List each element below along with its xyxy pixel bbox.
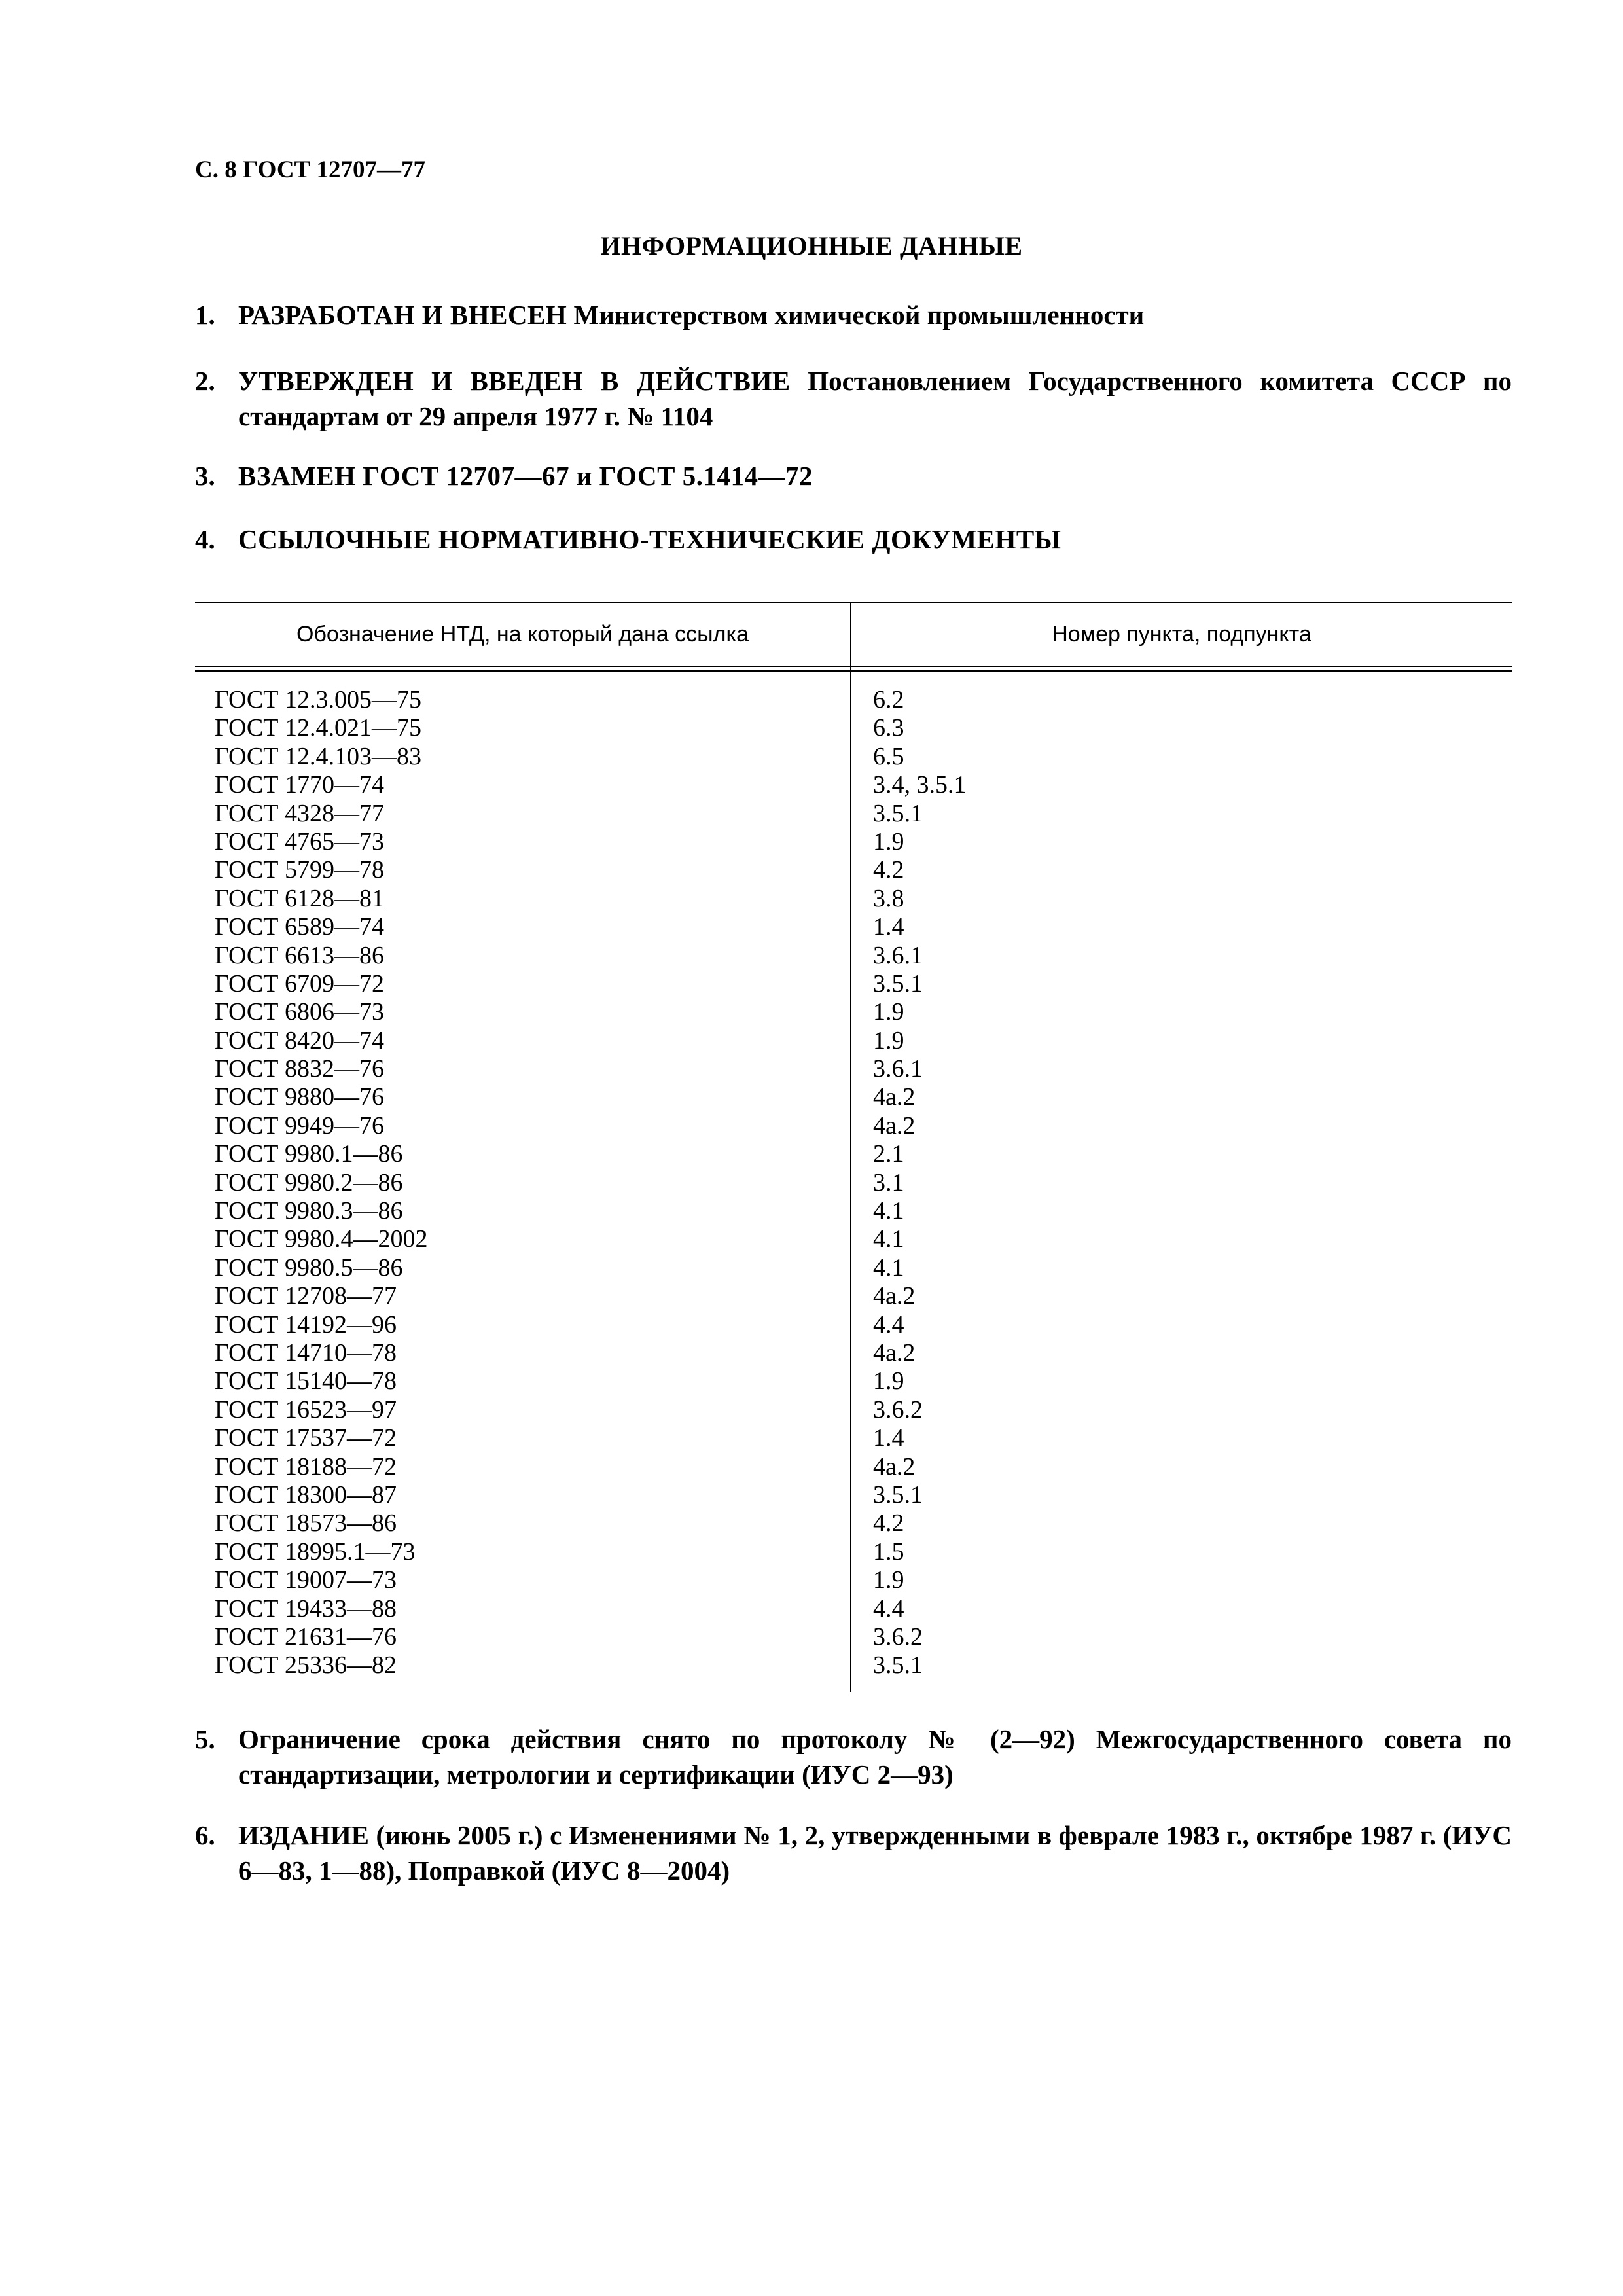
cell-designation: ГОСТ 8832—76 <box>215 1055 384 1083</box>
item-caps: УТВЕРЖДЕН И ВВЕДЕН В ДЕЙСТВИЕ <box>238 366 791 396</box>
cell-designation: ГОСТ 8420—74 <box>215 1026 384 1054</box>
table-row <box>195 1225 1512 1253</box>
table-row <box>195 1424 1512 1452</box>
cell-clause: 3.6.1 <box>873 1055 923 1083</box>
table-header-clause: Номер пункта, подпункта <box>1052 622 1311 647</box>
table-row <box>195 970 1512 998</box>
table-row <box>195 828 1512 856</box>
cell-designation: ГОСТ 9949—76 <box>215 1111 384 1139</box>
cell-clause: 4.4 <box>873 1594 904 1623</box>
cell-designation: ГОСТ 9880—76 <box>215 1083 384 1111</box>
cell-designation: ГОСТ 6128—81 <box>215 884 384 912</box>
cell-clause: 4.1 <box>873 1197 904 1225</box>
cell-designation: ГОСТ 9980.3—86 <box>215 1197 403 1225</box>
cell-clause: 1.9 <box>873 1026 904 1054</box>
cell-designation: ГОСТ 12.4.021—75 <box>215 714 421 742</box>
table-body <box>195 686 1512 1680</box>
cell-clause: 3.6.1 <box>873 941 923 969</box>
table-row <box>195 1254 1512 1282</box>
cell-designation: ГОСТ 14192—96 <box>215 1310 397 1338</box>
table-row <box>195 1112 1512 1140</box>
table-header-rule-double <box>195 670 1512 672</box>
table-row <box>195 1367 1512 1395</box>
table-row <box>195 1027 1512 1055</box>
cell-designation: ГОСТ 19433—88 <box>215 1594 397 1623</box>
table-row <box>195 885 1512 913</box>
cell-clause: 6.2 <box>873 686 904 713</box>
cell-clause: 1.5 <box>873 1537 904 1566</box>
cell-clause: 4а.2 <box>873 1338 916 1367</box>
cell-clause: 3.4, 3.5.1 <box>873 771 967 799</box>
cell-designation: ГОСТ 5799—78 <box>215 856 384 884</box>
item-number: 6. <box>195 1820 215 1850</box>
table-header-designation: Обозначение НТД, на который дана ссылка <box>296 622 749 647</box>
item-text: Постановлением Государственного комитета СССР по стандартам от 29 апреля 1977 г. № 1104 <box>238 366 1512 431</box>
table-row <box>195 1282 1512 1310</box>
cell-clause: 4а.2 <box>873 1452 916 1480</box>
cell-clause: 6.5 <box>873 742 904 770</box>
page-header: С. 8 ГОСТ 12707—77 <box>195 156 425 183</box>
cell-clause: 1.9 <box>873 1566 904 1594</box>
table-row <box>195 771 1512 799</box>
item-number: 3. <box>195 461 215 491</box>
item-caps: ССЫЛОЧНЫЕ НОРМАТИВНО-ТЕХНИЧЕСКИЕ ДОКУМЕНТЫ <box>238 524 1061 554</box>
item-text: Ограничение срока действия снято по протоколу № (2—92) Межгосударственного совета по стандартизации, метрологии и сертификации (ИУС 2—93) <box>238 1724 1512 1789</box>
item-caps: РАЗРАБОТАН И ВНЕСЕН <box>238 300 567 330</box>
cell-clause: 3.5.1 <box>873 1651 923 1679</box>
cell-designation: ГОСТ 18300—87 <box>215 1480 397 1509</box>
table-row <box>195 1566 1512 1594</box>
cell-clause: 1.4 <box>873 913 904 941</box>
table-row <box>195 1538 1512 1566</box>
cell-designation: ГОСТ 12.3.005—75 <box>215 686 421 713</box>
cell-clause: 3.5.1 <box>873 799 923 827</box>
table-row <box>195 1197 1512 1225</box>
cell-designation: ГОСТ 18995.1—73 <box>215 1537 416 1566</box>
cell-designation: ГОСТ 25336—82 <box>215 1651 397 1679</box>
item-caps: ВЗАМЕН ГОСТ 12707—67 и ГОСТ 5.1414—72 <box>238 461 813 491</box>
cell-designation: ГОСТ 9980.4—2002 <box>215 1225 428 1253</box>
item-number: 2. <box>195 366 215 396</box>
cell-designation: ГОСТ 4765—73 <box>215 827 384 855</box>
cell-designation: ГОСТ 1770—74 <box>215 771 384 799</box>
item-text: ИЗДАНИЕ (июнь 2005 г.) с Изменениями № 1, 2, утвержденными в феврале 1983 г., октябре 1987 г. (ИУС 6—83, 1—88), Поправкой (ИУС 8—2004) <box>238 1820 1512 1886</box>
cell-clause: 1.9 <box>873 998 904 1026</box>
cell-designation: ГОСТ 6806—73 <box>215 998 384 1026</box>
item-validity <box>195 1721 1512 1792</box>
cell-clause: 3.1 <box>873 1168 904 1196</box>
cell-clause: 1.4 <box>873 1424 904 1452</box>
cell-designation: ГОСТ 9980.5—86 <box>215 1253 403 1282</box>
item-number: 4. <box>195 524 215 554</box>
cell-designation: ГОСТ 6589—74 <box>215 913 384 941</box>
table-row <box>195 800 1512 828</box>
cell-clause: 1.9 <box>873 827 904 855</box>
cell-clause: 4а.2 <box>873 1282 916 1310</box>
cell-designation: ГОСТ 17537—72 <box>215 1424 397 1452</box>
table-row <box>195 1339 1512 1367</box>
table-row <box>195 1453 1512 1481</box>
cell-clause: 3.8 <box>873 884 904 912</box>
table-row <box>195 1623 1512 1651</box>
item-edition <box>195 1818 1512 1888</box>
item-text: Министерством химической промышленности <box>567 300 1145 330</box>
table-row <box>195 1083 1512 1111</box>
cell-clause: 4.1 <box>873 1225 904 1253</box>
table-row <box>195 714 1512 742</box>
item-replaces <box>195 458 1512 493</box>
cell-clause: 4.4 <box>873 1310 904 1338</box>
cell-designation: ГОСТ 9980.1—86 <box>215 1140 403 1168</box>
references-table <box>195 602 1512 1692</box>
cell-designation: ГОСТ 6613—86 <box>215 941 384 969</box>
cell-designation: ГОСТ 6709—72 <box>215 969 384 997</box>
table-row <box>195 1595 1512 1623</box>
cell-clause: 2.1 <box>873 1140 904 1168</box>
table-row <box>195 1481 1512 1509</box>
cell-clause: 6.3 <box>873 714 904 742</box>
cell-designation: ГОСТ 15140—78 <box>215 1367 397 1395</box>
cell-designation: ГОСТ 18188—72 <box>215 1452 397 1480</box>
item-number: 1. <box>195 300 215 330</box>
table-row <box>195 856 1512 884</box>
cell-clause: 4.2 <box>873 1509 904 1537</box>
item-number: 5. <box>195 1724 215 1754</box>
cell-designation: ГОСТ 18573—86 <box>215 1509 397 1537</box>
cell-clause: 4.2 <box>873 856 904 884</box>
table-row <box>195 1140 1512 1168</box>
cell-clause: 1.9 <box>873 1367 904 1395</box>
table-row <box>195 998 1512 1026</box>
cell-designation: ГОСТ 19007—73 <box>215 1566 397 1594</box>
item-references <box>195 522 1512 557</box>
cell-clause: 4а.2 <box>873 1111 916 1139</box>
table-row <box>195 1509 1512 1537</box>
cell-clause: 3.6.2 <box>873 1623 923 1651</box>
table-row <box>195 1396 1512 1424</box>
cell-clause: 3.5.1 <box>873 969 923 997</box>
cell-designation: ГОСТ 4328—77 <box>215 799 384 827</box>
table-header-rule <box>195 666 1512 667</box>
cell-designation: ГОСТ 16523—97 <box>215 1395 397 1424</box>
table-row <box>195 913 1512 941</box>
table-row <box>195 686 1512 714</box>
cell-designation: ГОСТ 12708—77 <box>215 1282 397 1310</box>
cell-designation: ГОСТ 12.4.103—83 <box>215 742 421 770</box>
table-row <box>195 1651 1512 1679</box>
table-top-rule <box>195 602 1512 603</box>
cell-clause: 4а.2 <box>873 1083 916 1111</box>
table-row <box>195 1055 1512 1083</box>
cell-designation: ГОСТ 9980.2—86 <box>215 1168 403 1196</box>
document-title: ИНФОРМАЦИОННЫЕ ДАННЫЕ <box>600 231 1023 260</box>
cell-clause: 3.6.2 <box>873 1395 923 1424</box>
item-approved <box>195 363 1512 434</box>
cell-clause: 3.5.1 <box>873 1480 923 1509</box>
table-row <box>195 942 1512 970</box>
cell-clause: 4.1 <box>873 1253 904 1282</box>
table-row <box>195 743 1512 771</box>
cell-designation: ГОСТ 14710—78 <box>215 1338 397 1367</box>
table-row <box>195 1311 1512 1339</box>
cell-designation: ГОСТ 21631—76 <box>215 1623 397 1651</box>
item-developed <box>195 297 1512 332</box>
table-row <box>195 1169 1512 1197</box>
